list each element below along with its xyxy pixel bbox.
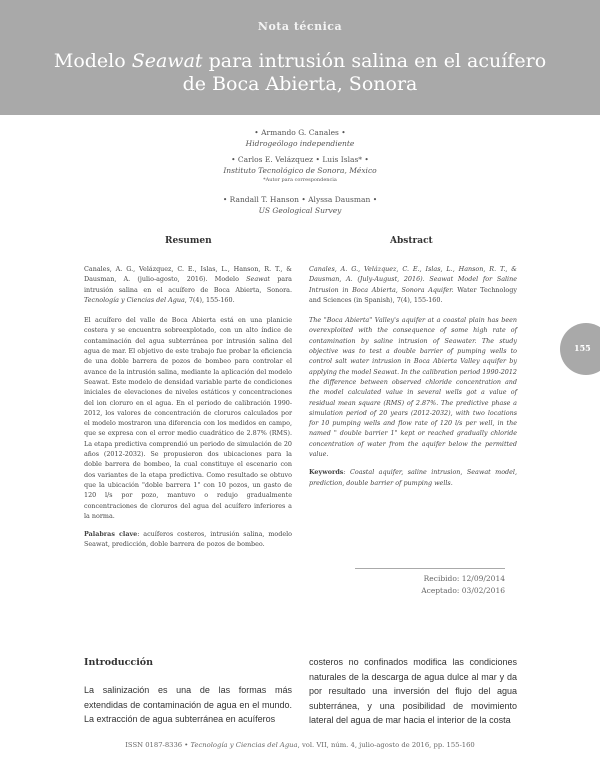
page-number-tab (560, 323, 600, 375)
page-footer: ISSN 0187-8336 • Tecnología y Ciencias del Agua, vol. VII, núm. 4, julio-agosto de 2016, pp. 155-160 (125, 741, 475, 749)
author-affiliation: Instituto Tecnológico de Sonora, México (223, 166, 377, 175)
resumen-body: El acuífero del valle de Boca Abierta está en una planicie costera y se encuentra sobreexplotado, con un alto índice de contaminación del agua subterránea por intrusión salina del agua de mar. El objetivo de este trabajo fue probar la eficiencia de una doble barrera de pozos de bombeo para controlar el avance de la intrusión salina, mediante la aplicación del modelo Seawat. Este modelo de densidad variable parte de condiciones iniciales de elevaciones de niveles estáticos y concentraciones del ion cloruro en el agua. En el periodo de calibración 1990-2012, los valores de concentración de cloruros calculados por el modelo mostraron una diferencia con los medidos en campo, que se expresa con el error medio cuadrático de 2.87% (RMS). La etapa predictiva comprendió un periodo de simulación de 20 años (2012-2032). Se propusieron dos ubicaciones para la doble barrera de bombeo, la cual constituye el escenario con dos variantes de la etapa predictiva. Como resultado se obtuvo que la ubicación "doble barrera 1" con 10 pozos, un gasto de 120 l/s por pozo, mantuvo o redujo gradualmente concentraciones de cloruros del agua del acuífero inferiores a la norma. (84, 316, 292, 520)
abstract-column (309, 264, 517, 493)
author-group-2 (0, 154, 600, 185)
dates-block (355, 568, 505, 597)
abstract-citation: Canales, A. G., Velázquez, C. E., Islas, L., Hanson, R. T., & Dausman, A. (July-August, 2016). Seawat Model for Saline Intrusion in Boca Abierta, Sonora Aquifer. Water Technology and Sciences (in Spanish), 7(4), 155-160. (309, 265, 517, 304)
abstract-heading: Abstract (390, 236, 433, 246)
accepted-date: Aceptado: 03/02/2016 (421, 586, 505, 595)
abstract-keywords: Keywords: Coastal aquifer, saline intrusion, Seawat model, prediction, double barrier of pumping wells. (309, 468, 517, 487)
section-label: Nota técnica (257, 20, 343, 33)
author-group-3 (0, 194, 600, 216)
author-affiliation: Hidrogeólogo independiente (245, 139, 355, 148)
author-affiliation: US Geological Survey (258, 206, 342, 215)
author-group-1 (0, 127, 600, 149)
resumen-citation: Canales, A. G., Velázquez, C. E., Islas, L., Hanson, R. T., & Dausman, A. (julio-agosto, 2016). Modelo Seawat para intrusión salina en el acuífero de Boca Abierta, Sonora. Tecnología y Ciencias del Agua, 7(4), 155-160. (84, 265, 292, 304)
abstract-body: The "Boca Abierta" Valley's aquifer at a coastal plain has been overexploited with the consequence of some high rate of contamination by saline intrusion of Seawater. The study objective was to test a double barrier of pumping wells to control salt water intrusion in Boca Abierta Valley aquifer by applying the model Seawat. In the calibration period 1990-2012 the difference between observed chloride concentration and the model calculated value in several wells got a value of residual mean square (RMS) of 2.87%. The predictive phase a simulation period of 20 years (2012-2032), with two locations for 10 pumping wells and flow rate of 120 l/s per well, in the named " double barrier 1" kept or reached gradually chloride concentration of water from the aquifer below the permitted value. (309, 316, 517, 459)
intro-right-text: costeros no confinados modifica las condiciones naturales de la descarga de agua dulce al mar y da por resultado una inversión del flujo del agua subterránea, y una posibilidad de movimiento lateral del agua de mar hacia el interior de la costa (309, 657, 517, 725)
author-names: • Armando G. Canales • (254, 128, 346, 137)
received-date: Recibido: 12/09/2014 (423, 574, 505, 583)
resumen-heading: Resumen (165, 236, 212, 246)
resumen-column (84, 264, 292, 555)
intro-heading: Introducción (84, 657, 154, 668)
resumen-keywords: Palabras clave: acuíferos costeros, intrusión salina, modelo Seawat, predicción, doble barrera de pozos de bombeo. (84, 530, 292, 549)
author-names: • Carlos E. Velázquez • Luis Islas* • (231, 155, 369, 164)
correspondence-note: *Autor para correspondencia (263, 177, 337, 183)
author-names: • Randall T. Hanson • Alyssa Dausman • (222, 195, 378, 204)
intro-left-text: La salinización es una de las formas más extendidas de contaminación de agua en el mundo. La extracción de agua subterránea en acuíferos (84, 685, 292, 724)
article-title: Modelo Seawat para intrusión salina en el acuífero de Boca Abierta, Sonora (53, 50, 547, 95)
page-number: 155 (574, 343, 591, 353)
